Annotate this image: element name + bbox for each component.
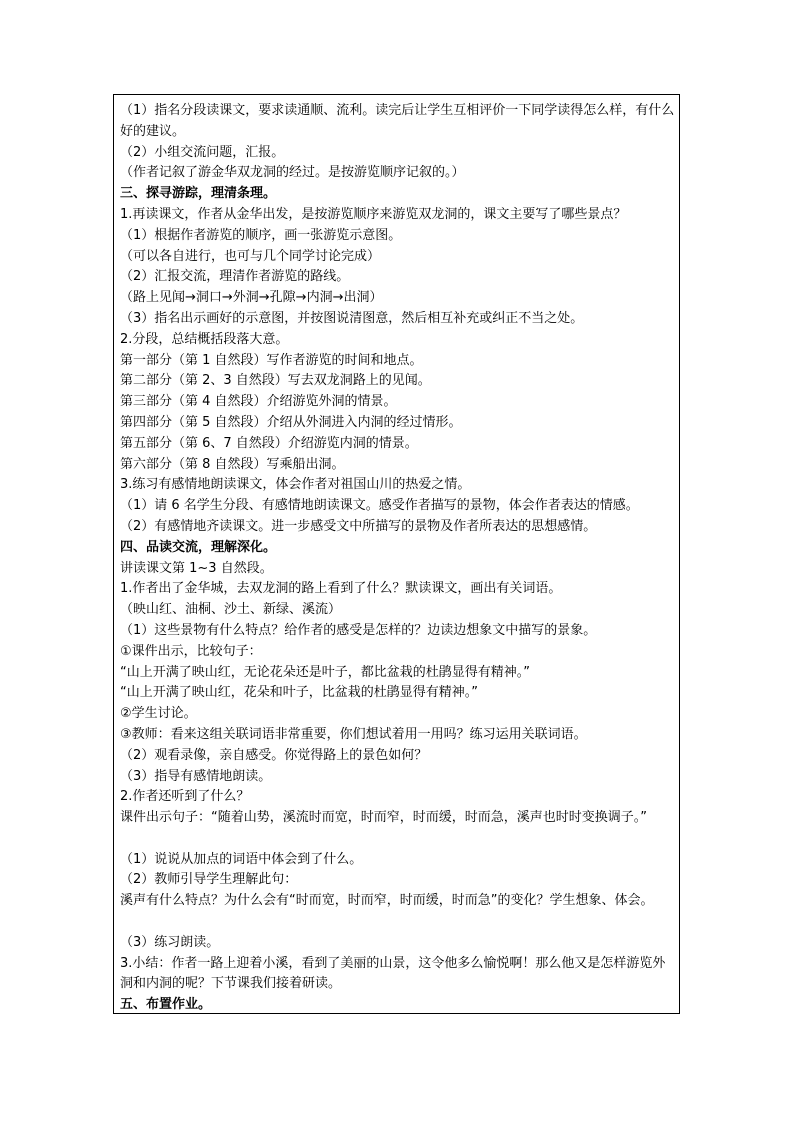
lesson-table-cell xyxy=(113,94,680,1014)
section-heading: 三、探寻游踪，理清条理。 xyxy=(120,186,277,202)
text-line: 第六部分（第 8 自然段）写乘船出洞。 xyxy=(120,456,345,472)
text-line: （1）指名分段读课文，要求读通顺、流利。读完后让学生互相评价一下同学读得怎么样，有什么好的建议。 xyxy=(120,103,675,139)
text-line: （映山红、油桐、沙土、新绿、溪流） xyxy=(120,602,342,618)
text-line: 第一部分（第 1 自然段）写作者游览的时间和地点。 xyxy=(120,352,423,368)
text-line: 3.小结：作者一路上迎着小溪，看到了美丽的山景，这令他多么愉悦啊！那么他又是怎样游览外洞和内洞的呢？下节课我们接着研读。 xyxy=(120,955,666,992)
text-line: 1.再读课文，作者从金华出发，是按游览顺序来游览双龙洞的，课文主要写了哪些景点？ xyxy=(120,206,627,222)
text-line: 第五部分（第 6、7 自然段）介绍游览内洞的情景。 xyxy=(120,435,418,451)
text-line: 1.作者出了金华城，去双龙洞的路上看到了什么？默读课文，画出有关词语。 xyxy=(120,581,562,597)
text-line: “山上开满了映山红，花朵和叶子，比盆栽的杜鹃显得有精神。” xyxy=(120,685,478,701)
text-line: 第三部分（第 4 自然段）介绍游览外洞的情景。 xyxy=(120,394,397,410)
text-line: 第四部分（第 5 自然段）介绍从外洞进入内洞的经过情形。 xyxy=(120,414,462,430)
text-line: （2）汇报交流，理清作者游览的路线。 xyxy=(120,269,350,285)
text-line: ③教师：看来这组关联词语非常重要，你们想试着用一用吗？练习运用关联词语。 xyxy=(120,726,587,742)
text-line: （3）指名出示画好的示意图，并按图说清图意，然后相互补充或纠正不当之处。 xyxy=(120,310,584,326)
text-line: （1）说说从加点的词语中体会到了什么。 xyxy=(120,851,363,867)
text-line: （1）根据作者游览的顺序，画一张游览示意图。 xyxy=(120,227,402,243)
text-line: 课件出示句子：“随着山势，溪流时而宽，时而窄，时而缓，时而急，溪声也时时变换调子。” xyxy=(120,810,647,826)
text-line: 讲读课文第 1~3 自然段。 xyxy=(120,560,273,576)
text-line: ②学生讨论。 xyxy=(120,706,197,722)
text-line: （路上见闻→洞口→外洞→孔隙→内洞→出洞） xyxy=(120,290,383,306)
text-line: （3）指导有感情地朗读。 xyxy=(120,768,272,784)
text-line: （2）教师引导学生理解此句： xyxy=(120,872,298,888)
section-heading: 四、品读交流，理解深化。 xyxy=(120,539,277,555)
text-line: （3）练习朗读。 xyxy=(120,934,220,950)
text-line: ①课件出示，比较句子： xyxy=(120,643,262,659)
text-line: “山上开满了映山红，无论花朵还是叶子，都比盆栽的杜鹃显得有精神。” xyxy=(120,664,530,680)
lesson-content xyxy=(120,101,675,1016)
text-line: （2）观看录像，亲自感受。你觉得路上的景色如何？ xyxy=(120,747,428,763)
text-line: （作者记叙了游金华双龙洞的经过。是按游览顺序记叙的。） xyxy=(120,165,465,181)
text-line: 第二部分（第 2、3 自然段）写去双龙洞路上的见闻。 xyxy=(120,373,431,389)
text-line: （2）有感情地齐读课文。进一步感受文中所描写的景物及作者所表达的思想感情。 xyxy=(120,518,597,534)
text-line: （1）请 6 名学生分段、有感情地朗读课文。感受作者描写的景物，体会作者表达的情感。 xyxy=(120,498,639,514)
section-heading: 五、布置作业。 xyxy=(120,997,212,1013)
text-line: （1）这些景物有什么特点？给作者的感受是怎样的？边读边想象文中描写的景象。 xyxy=(120,622,597,638)
text-line: 2.作者还听到了什么？ xyxy=(120,789,250,805)
text-line: 2.分段，总结概括段落大意。 xyxy=(120,331,289,347)
text-line: 溪声有什么特点？为什么会有“时而宽，时而窄，时而缓，时而急”的变化？学生想象、体会。 xyxy=(120,893,654,909)
text-line: 3.练习有感情地朗读课文，体会作者对祖国山川的热爱之情。 xyxy=(120,477,471,493)
text-line: （2）小组交流问题，汇报。 xyxy=(120,144,285,160)
text-line: （可以各自进行，也可与几个同学讨论完成） xyxy=(120,248,381,264)
